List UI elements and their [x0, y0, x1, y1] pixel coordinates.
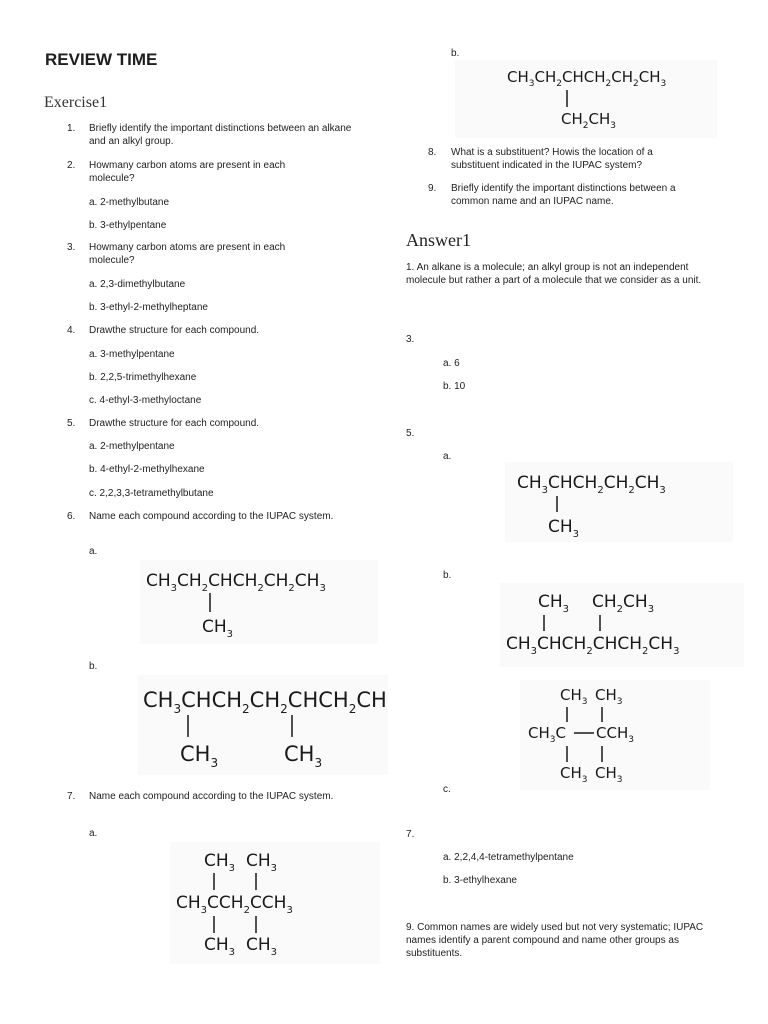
q5-option-b: b. 4-ethyl-2-methylhexane [89, 464, 205, 475]
q4-text: Drawthe structure for each compound. [89, 325, 260, 336]
q6-text: Name each compound according to the IUPAC system. [89, 511, 334, 522]
svg-text:CH3CH2CHCH2CH2CH3: $CH_3CH_2CHCH_2CH_2CH_3$ [507, 68, 667, 89]
svg-text:CH2CH3: $CH_2CH_3$ [561, 110, 616, 131]
answer-5-a: a. [443, 451, 452, 462]
q6-option-b: b. [89, 661, 98, 672]
svg-text:CH3: $CH_3$ [204, 935, 236, 958]
q5-text: Drawthe structure for each compound. [89, 418, 260, 429]
answer-5-c: c. [443, 784, 451, 795]
answer-5-b: b. [443, 570, 452, 581]
answer-3-b: b. 10 [443, 381, 466, 392]
q6-option-a: a. [89, 546, 98, 557]
answer-7-number: 7. [406, 829, 415, 840]
answer-heading: Answer1 [406, 230, 471, 250]
q2-number: 2. [67, 160, 76, 171]
svg-text:CH3: $CH_3$ [548, 517, 580, 540]
q9-number: 9. [428, 183, 437, 194]
svg-text:CCH3: $CCH_3$ [596, 724, 634, 745]
svg-text:CH3: $CH_3$ [202, 617, 234, 640]
q7-option-a: a. [89, 828, 98, 839]
q1-number: 1. [67, 123, 76, 134]
svg-text:CH2CH3: $CH_2CH_3$ [592, 592, 655, 615]
q1-text: Briefly identify the important distinctions between an alkane and an alkyl group. [89, 123, 352, 147]
svg-text:CH3C: $CH_3C$ [528, 724, 566, 745]
svg-text:CH3: $CH_3$ [284, 742, 323, 770]
svg-text:CH3: $CH_3$ [246, 851, 278, 874]
svg-text:CH3: $CH_3$ [204, 851, 236, 874]
q2-option-a: a. 2-methylbutane [89, 197, 170, 208]
q4-option-c: c. 4-ethyl-3-methyloctane [89, 395, 202, 406]
answer-5c-structure [520, 680, 710, 790]
q6-number: 6. [67, 511, 76, 522]
q8-number: 8. [428, 147, 437, 158]
answer-1: 1. An alkane is a molecule; an alkyl group is not an independent molecule but rather a part of a molecule that we consider as a unit. [406, 262, 702, 286]
q6b-structure [138, 675, 388, 775]
svg-text:CH3: $CH_3$ [595, 764, 623, 785]
q9-text: Briefly identify the important distinctions between a common name and an IUPAC name. [451, 183, 676, 207]
answer-5b-structure [500, 583, 744, 667]
answer-7-a: a. 2,2,4,4-tetramethylpentane [443, 852, 574, 863]
q5-number: 5. [67, 418, 76, 429]
svg-text:CH3: $CH_3$ [180, 742, 219, 770]
svg-text:CH3: $CH_3$ [538, 592, 570, 615]
answer-5a-structure [505, 462, 733, 542]
q3-text: Howmany carbon atoms are present in each molecule? [89, 242, 286, 266]
svg-text:CH3CHCH2CH2CHCH2CH: $CH_3CHCH_2CH_2CHCH_2CH$ [143, 688, 387, 716]
q7b-structure [455, 60, 717, 138]
q4-option-b: b. 2,2,5-trimethylhexane [89, 372, 197, 383]
answer-5-number: 5. [406, 428, 415, 439]
q3-option-b: b. 3-ethyl-2-methylheptane [89, 302, 208, 313]
q2-option-b: b. 3-ethylpentane [89, 220, 167, 231]
svg-text:CH3CCH2CCH3: $CH_3CCH_2CCH_3$ [176, 893, 293, 916]
q3-option-a: a. 2,3-dimethylbutane [89, 279, 186, 290]
answer-3-a: a. 6 [443, 358, 460, 369]
svg-text:CH3: $CH_3$ [595, 686, 623, 707]
answer-3-number: 3. [406, 334, 415, 345]
exercise-heading: Exercise1 [44, 94, 108, 111]
svg-text:CH3CHCH2CH2CH3: $CH_3CHCH_2CH_2CH_3$ [517, 473, 666, 496]
q4-number: 4. [67, 325, 76, 336]
q5-option-a: a. 2-methylpentane [89, 441, 175, 452]
answer-9: 9. Common names are widely used but not very systematic; IUPAC names identify a parent compound and name other groups as substituents. [406, 922, 704, 959]
q2-text: Howmany carbon atoms are present in each molecule? [89, 160, 286, 184]
q7a-structure [170, 842, 380, 964]
svg-text:CH3: $CH_3$ [560, 686, 588, 707]
q6a-structure [140, 560, 378, 644]
page-title: REVIEW TIME [45, 50, 158, 69]
q3-number: 3. [67, 242, 76, 253]
svg-text:CH3CH2CHCH2CH2CH3: $CH_3CH_2CHCH_2CH_2CH_3$ [146, 571, 326, 594]
svg-text:CH3: $CH_3$ [246, 935, 278, 958]
q8-text: What is a substituent? Howis the location of a substituent indicated in the IUPAC system? [451, 147, 653, 171]
q7-text: Name each compound according to the IUPAC system. [89, 791, 334, 802]
q5-option-c: c. 2,2,3,3-tetramethylbutane [89, 488, 214, 499]
svg-text:CH3CHCH2CHCH2CH3: $CH_3CHCH_2CHCH_2CH_3$ [506, 634, 680, 657]
svg-text:CH3: $CH_3$ [560, 764, 588, 785]
q7-option-b: b. [451, 48, 460, 59]
answer-7-b: b. 3-ethylhexane [443, 875, 517, 886]
q7-number: 7. [67, 791, 76, 802]
q4-option-a: a. 3-methylpentane [89, 349, 175, 360]
